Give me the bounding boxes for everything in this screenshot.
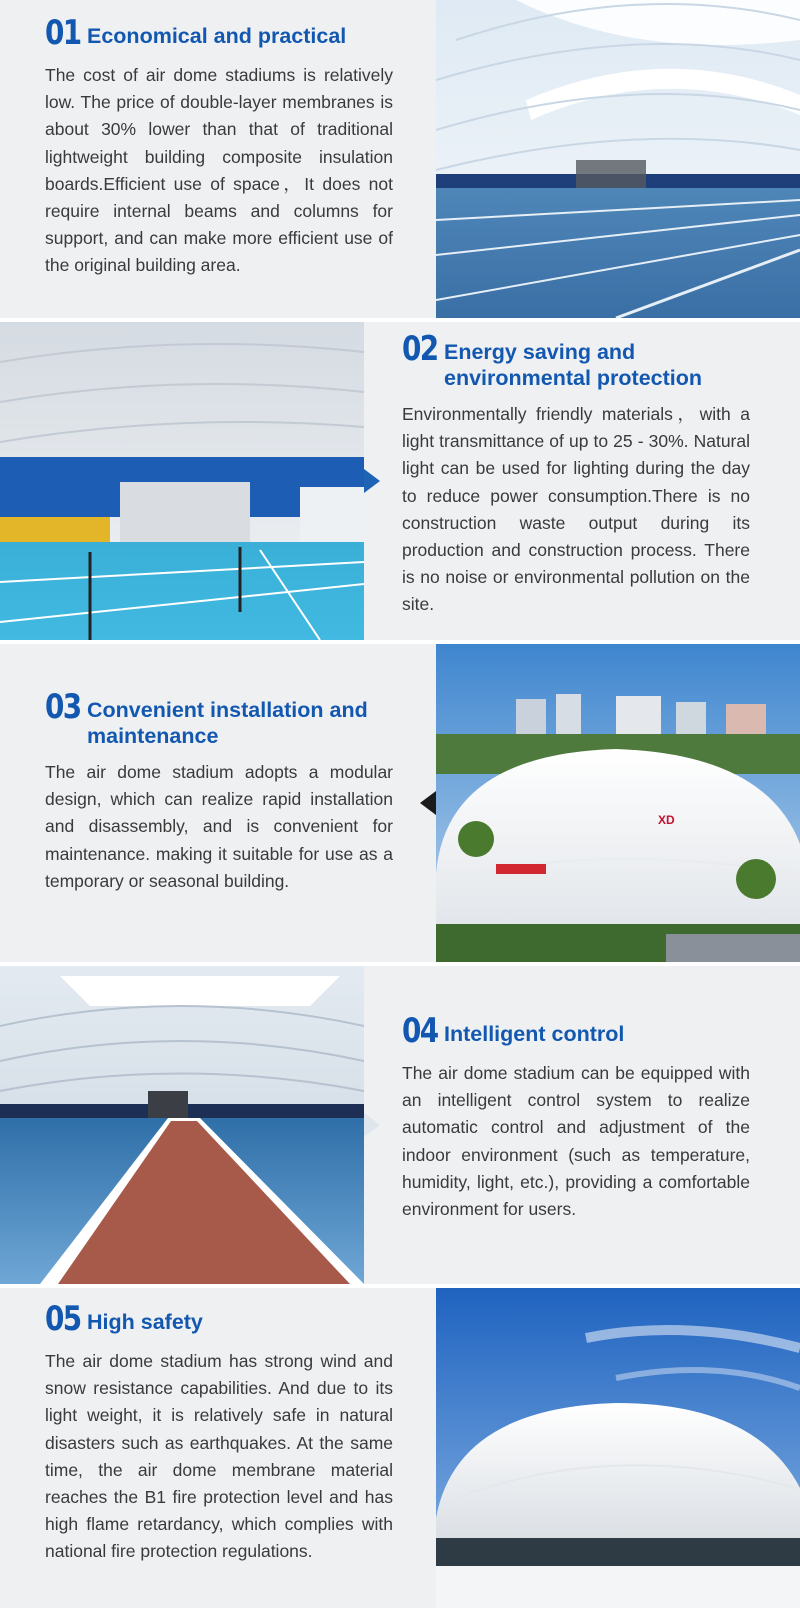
- feature-heading: [45, 688, 393, 749]
- snow-covered-dome-photo: [436, 1288, 800, 1608]
- feature-heading: [45, 1300, 393, 1338]
- snow-dome-illustration: [436, 1288, 800, 1608]
- feature-heading: [402, 330, 750, 391]
- feature-title: Intelligent control: [444, 1022, 625, 1046]
- feature-description: The cost of air dome stadiums is relatively low. The price of double-layer membranes is about 30% lower than that of traditional lightweight building composite insulation boards.Efficient use of space，It does not require internal beams and columns for support, and can make more efficient use of the original building area.: [45, 65, 393, 276]
- feature-text-02: [402, 330, 750, 619]
- feature-text-01: [45, 14, 393, 280]
- feature-number: 02: [402, 329, 438, 369]
- feature-title: Convenient installation and maintenance: [87, 698, 368, 748]
- feature-description: The air dome stadium adopts a modular design, which can realize rapid installation and disassembly, and is convenient for maintenance. making it suitable for use as a temporary or seasonal building.: [45, 762, 393, 891]
- feature-section-03: [0, 644, 800, 962]
- pointer-arrow: [420, 791, 436, 815]
- exterior-dome-illustration: [436, 644, 800, 962]
- feature-section-02: [0, 322, 800, 640]
- feature-number: 01: [45, 13, 81, 53]
- feature-title: High safety: [87, 1310, 203, 1334]
- feature-title: Energy saving and environmental protection: [444, 340, 703, 390]
- running-track-illustration: [0, 966, 364, 1284]
- feature-section-01: [0, 0, 800, 318]
- pointer-arrow: [364, 1113, 380, 1137]
- dome-logo-text: XD: [658, 813, 675, 827]
- feature-section-04: [0, 966, 800, 1284]
- feature-text-05: [45, 1300, 393, 1566]
- feature-text-03: [45, 688, 393, 895]
- feature-heading: [45, 14, 393, 52]
- pointer-arrow: [364, 469, 380, 493]
- feature-number: 03: [45, 687, 81, 727]
- badminton-hall-illustration: [0, 322, 364, 640]
- feature-text-04: [402, 1012, 750, 1223]
- pointer-arrow: [420, 147, 436, 171]
- feature-title: Economical and practical: [87, 24, 347, 48]
- feature-number: 05: [45, 1299, 81, 1339]
- feature-number: 04: [402, 1011, 438, 1051]
- exterior-dome-city-photo: [436, 644, 800, 962]
- badminton-hall-dome-photo: [0, 322, 364, 640]
- feature-description: The air dome stadium can be equipped with an intelligent control system to realize automatic control and adjustment of the indoor environment (such as temperature, humidity, light, etc.), providing a comfortable environment for users.: [402, 1063, 750, 1220]
- indoor-track-dome-illustration: [436, 0, 800, 318]
- feature-section-05: [0, 1288, 800, 1608]
- indoor-track-dome-photo: [436, 0, 800, 318]
- feature-description: Environmentally friendly materials，with a light transmittance of up to 25 - 30%. Natural light can be used for lighting during the day to reduce power consumption.There is no construction waste output during its production and construction process. There is no noise or environmental pollution on the site.: [402, 404, 750, 615]
- feature-description: The air dome stadium has strong wind and snow resistance capabilities. And due to its light weight, it is relatively safe in natural disasters such as earthquakes. At the same time, the air dome membrane material reaches the B1 fire protection level and has high flame retardancy, which complies with national fire protection regulations.: [45, 1351, 393, 1562]
- feature-heading: [402, 1012, 750, 1050]
- running-track-dome-photo: [0, 966, 364, 1284]
- pointer-arrow: [420, 1436, 436, 1460]
